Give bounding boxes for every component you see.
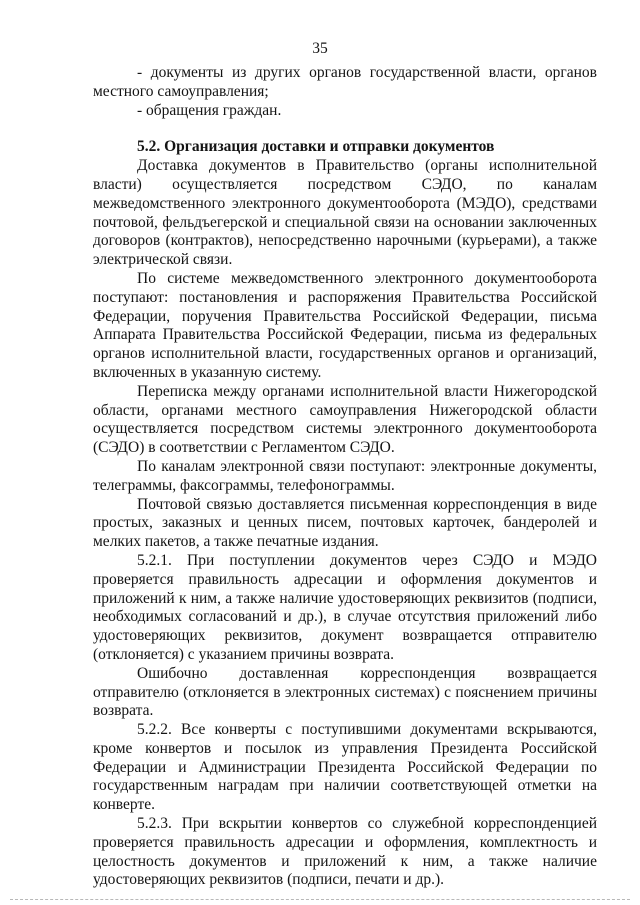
paragraph-sedo-correspondence: Переписка между органами исполнительной власти Нижегородской области, органами местного самоуправления Нижегородской области осуществляется посредством системы электронного документооборота (СЭДО) в соответствии с Регламентом СЭДО. bbox=[93, 382, 597, 457]
section-heading: 5.2. Организация доставки и отправки документов bbox=[137, 138, 495, 156]
list-item-other-authorities: - документы из других органов государственной власти, органов местного самоуправления; bbox=[93, 64, 597, 100]
paragraph-postal-delivery: Почтовой связью доставляется письменная корреспонденция в виде простых, заказных и ценных писем, почтовых карточек, бандеролей и мелких пакетов, а также печатные издания. bbox=[93, 495, 597, 551]
scan-edge-line bbox=[10, 899, 630, 900]
paragraph-5-2-2: 5.2.2. Все конверты с поступившими документами вскрываются, кроме конвертов и посылок из управления Президента Российской Федерации и Администрации Президента Российской Федерации по государственным наградам при наличии соответствующей отметки на конверте. bbox=[93, 721, 597, 814]
document-body bbox=[93, 64, 597, 890]
paragraph-delivery-methods: Доставка документов в Правительство (органы исполнительной власти) осуществляется посредством СЭДО, по каналам межведомственного электронного документооборота (МЭДО), средствами почтовой, фельдъегерской и специальной связи на основании заключенных договоров (контрактов), непосредственно нарочными (курьерами), а также электрической связи. bbox=[93, 157, 597, 269]
paragraph-5-2-1: 5.2.1. При поступлении документов через СЭДО и МЭДО проверяется правильность адресации и оформления документов и приложений к ним, а также наличие удостоверяющих реквизитов (подписи, необходимых согласований и др.), в случае отсутствия приложений либо удостоверяющих реквизитов, документ возвращается отправителю (отклоняется) с указанием причины возврата. bbox=[93, 551, 597, 663]
paragraph-misdelivered: Ошибочно доставленная корреспонденция возвращается отправителю (отклоняется в электронных системах) с пояснением причины возврата. bbox=[93, 664, 597, 720]
paragraph-electronic-channels: По каналам электронной связи поступают: электронные документы, телеграммы, факсограммы, телефонограммы. bbox=[93, 457, 597, 494]
list-item-citizen-appeals: - обращения граждан. bbox=[137, 101, 282, 119]
paragraph-medo-incoming: По системе межведомственного электронного документооборота поступают: постановления и распоряжения Правительства Российской Федерации, поручения Правительства Российской Федерации, письма Аппарата Правительства Российской Федерации, письма из федеральных органов исполнительной власти, государственных органов и организаций, включенных в указанную систему. bbox=[93, 269, 597, 381]
page-number: 35 bbox=[312, 40, 328, 57]
paragraph-5-2-3: 5.2.3. При вскрытии конвертов со служебной корреспонденцией проверяется правильность адресации и оформления, комплектность и целостность документов и приложений к ним, а также наличие удостоверяющих реквизитов (подписи, печати и др.). bbox=[93, 815, 597, 889]
